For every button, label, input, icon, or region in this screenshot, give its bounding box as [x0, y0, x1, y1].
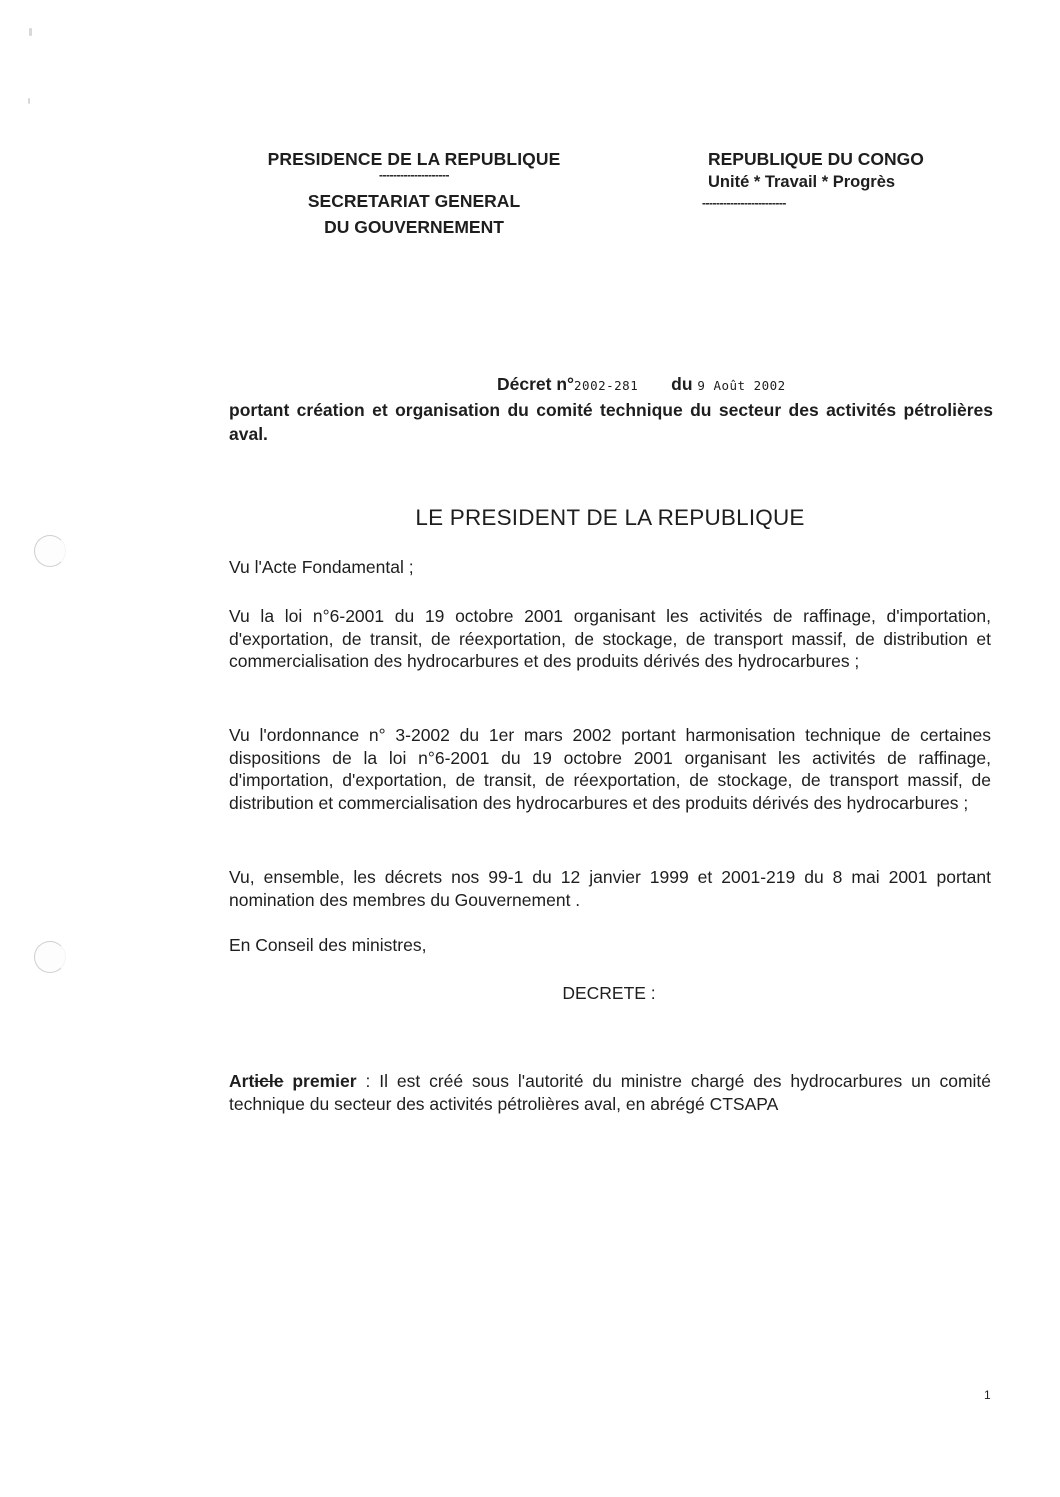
decree-title: [497, 374, 786, 395]
decree-subject: portant création et organisation du comité technique du secteur des activités pétrolières aval.: [229, 400, 993, 444]
issuer-secretariat: SECRETARIAT GENERAL: [307, 191, 521, 211]
visa-loi: Vu la loi n°6-2001 du 19 octobre 2001 organisant les activités de raffinage, d'importation, d'exportation, de transit, de réexportation, de stockage, de transport massif, de distribution et commercialisation des hydrocarbures et des produits dérivés des hydrocarbures ;: [229, 606, 991, 671]
decree-du-label: du: [671, 374, 693, 394]
article-label-end: premier: [283, 1071, 357, 1091]
article-label-struck: icle: [254, 1071, 284, 1091]
header-left: [224, 149, 604, 240]
scan-speck: [29, 28, 32, 36]
visa-decrets: Vu, ensemble, les décrets nos 99-1 du 12 janvier 1999 et 2001-219 du 8 mai 2001 portant nomination des membres du Gouvernement .: [229, 867, 991, 910]
header-right: [702, 149, 924, 210]
decree-number: 2002-281: [574, 378, 639, 393]
article-text: : Il est créé sous l'autorité du ministre chargé des hydrocarbures un comité technique du secteur des activités pétrolières aval, en abrégé CTSAPA: [229, 1071, 992, 1114]
national-motto: Unité * Travail * Progrès: [708, 173, 896, 191]
decree-date: 9 Août 2002: [697, 378, 786, 393]
en-conseil: En Conseil des ministres,: [229, 935, 427, 955]
binder-hole: [34, 535, 66, 567]
president-heading: LE PRESIDENT DE LA REPUBLIQUE: [415, 505, 805, 530]
decree-label: Décret n°: [497, 374, 575, 394]
article-premier: [229, 1070, 991, 1115]
binder-hole: [34, 941, 66, 973]
issuer-gouvernement: DU GOUVERNEMENT: [324, 217, 504, 237]
decrete-heading: DECRETE :: [562, 983, 656, 1003]
header-left-separator: --------------------: [379, 168, 449, 182]
page-number: 1: [984, 1388, 991, 1402]
issuer-presidence: PRESIDENCE DE LA REPUBLIQUE: [267, 149, 561, 169]
article-label-start: Art: [229, 1071, 255, 1091]
visa-ordonnance: Vu l'ordonnance n° 3-2002 du 1er mars 2002 portant harmonisation technique de certaines dispositions de la loi n°6-2001 du 19 octobre 2001 organisant les activités de raffinage, d'importation, d'exportation, de transit, de réexportation, de stockage, de transport massif, de distribution et commercialisation des hydrocarbures et des produits dérivés des hydrocarbures ;: [229, 725, 991, 813]
header-right-separator: ------------------------: [702, 196, 786, 210]
visa-acte-fondamental: Vu l'Acte Fondamental ;: [229, 557, 414, 577]
article-label: [229, 1071, 357, 1091]
country-name: REPUBLIQUE DU CONGO: [708, 149, 924, 169]
scan-speck: [28, 98, 30, 104]
